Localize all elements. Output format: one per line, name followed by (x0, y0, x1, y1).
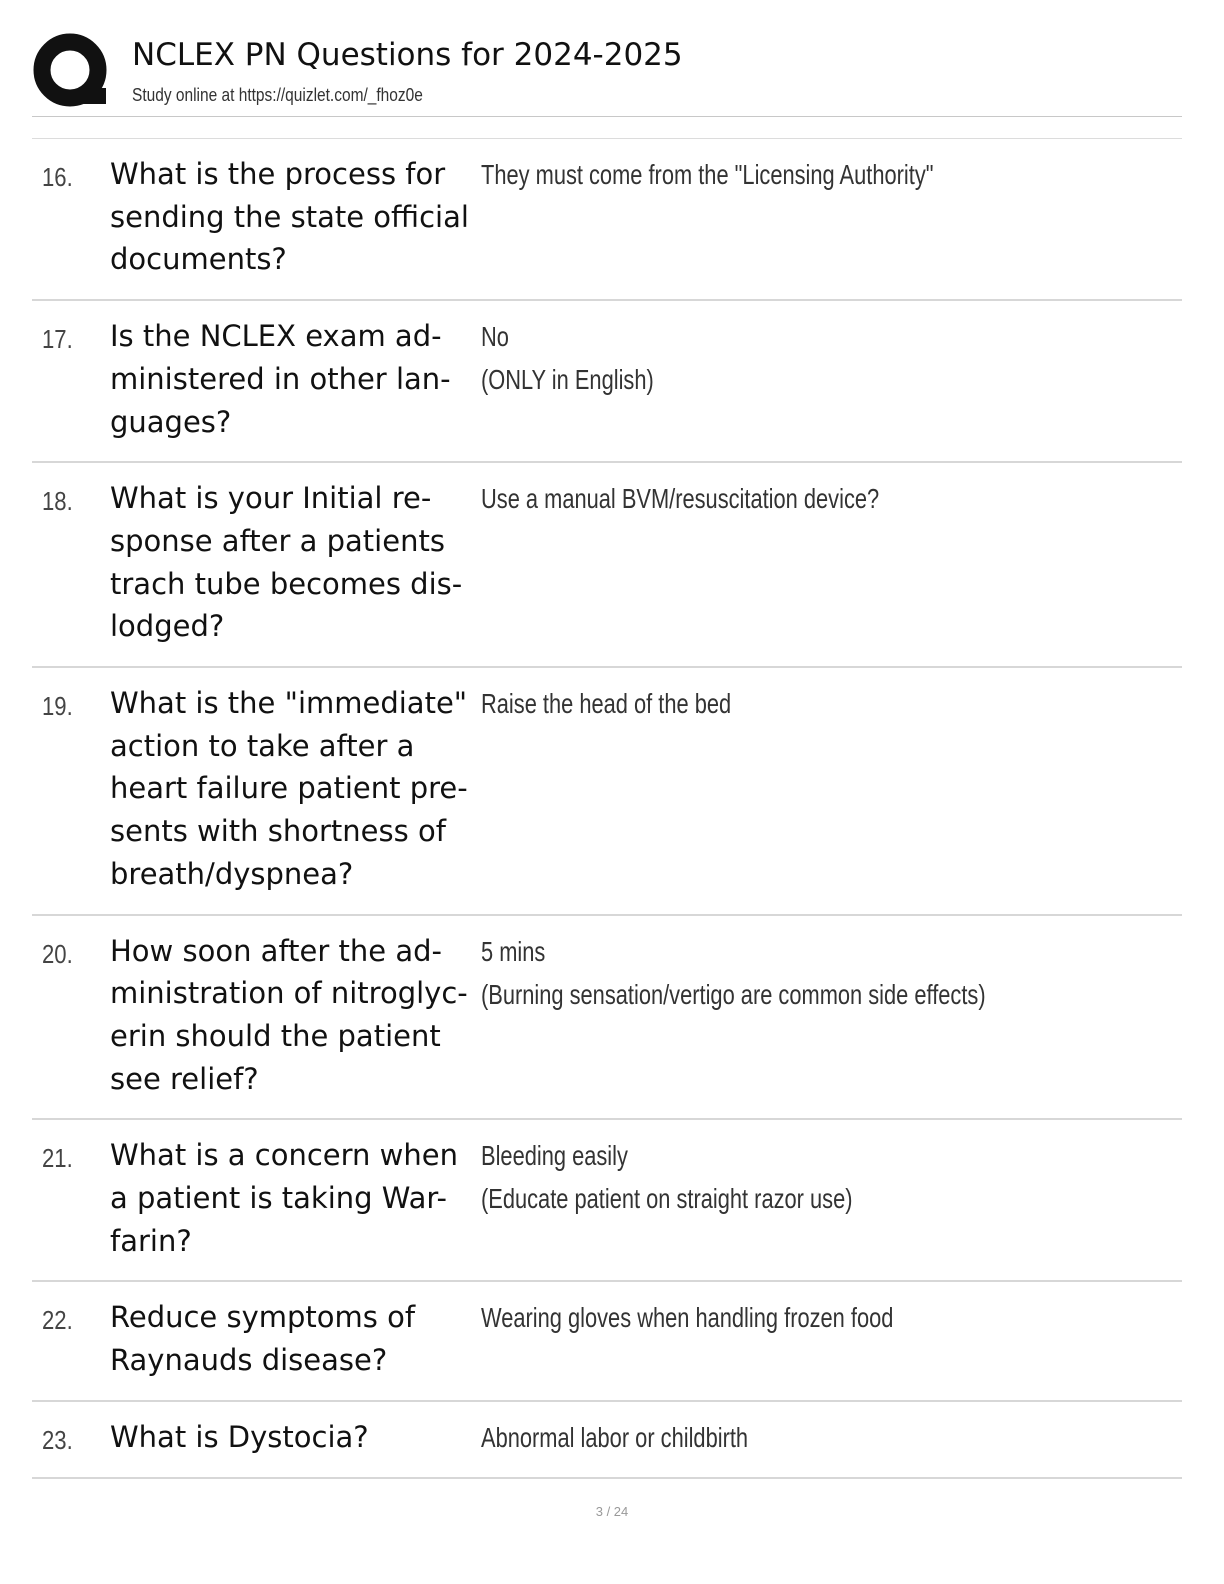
card-question (110, 1416, 478, 1459)
question-line: What is the process for (110, 157, 446, 191)
card-answer (481, 682, 1171, 725)
page-title: NCLEX PN Questions for 2024-2025 (132, 37, 683, 73)
question-line: breath/dyspnea? (110, 856, 354, 891)
answer-line: Wearing gloves when handling frozen food (481, 1302, 894, 1334)
card-question (110, 153, 478, 281)
flashcard-row (32, 1120, 1182, 1282)
question-line: How soon after the ad- (110, 933, 442, 968)
card-question (110, 477, 478, 648)
flashcard-row (32, 1282, 1182, 1401)
card-answer (481, 153, 1171, 196)
question-line: a patient is taking War- (110, 1181, 447, 1216)
card-question (110, 1296, 478, 1381)
card-question (110, 315, 478, 443)
card-number: 16. (42, 162, 73, 192)
flashcard-row (32, 916, 1182, 1121)
card-answer (481, 1296, 1171, 1339)
study-online-link[interactable]: Study online at https://quizlet.com/_fhoz0e (132, 85, 423, 105)
flashcard-list (32, 139, 1182, 1479)
card-number: 17. (42, 324, 73, 355)
answer-line: No (481, 321, 509, 353)
question-line: farin? (110, 1223, 192, 1258)
question-line: heart failure patient pre- (110, 771, 468, 806)
flashcard-row (32, 463, 1182, 668)
answer-line: Raise the head of the bed (481, 688, 732, 720)
question-line: What is a concern when (110, 1138, 458, 1173)
question-line: Is the NCLEX exam ad- (110, 319, 442, 354)
question-line: lodged? (110, 609, 225, 644)
answer-line: 5 mins (481, 935, 546, 967)
flashcard-row (32, 301, 1182, 463)
answer-line: (Burning sensation/vertigo are common side effects) (481, 978, 986, 1010)
answer-line: They must come from the "Licensing Authority" (481, 159, 934, 190)
question-line: see relief? (110, 1061, 259, 1096)
answer-line: (Educate patient on straight razor use) (481, 1183, 853, 1215)
card-question (110, 930, 478, 1101)
card-answer (481, 315, 1171, 401)
card-answer (481, 930, 1171, 1016)
question-line: Raynauds disease? (110, 1343, 388, 1378)
question-line: trach tube becomes dis- (110, 566, 463, 601)
card-answer (481, 1416, 1171, 1459)
page-number: 3 / 24 (595, 1504, 629, 1519)
question-line: sents with shortness of (110, 814, 446, 849)
question-line: action to take after a (110, 728, 415, 763)
question-line: Reduce symptoms of (110, 1300, 416, 1335)
card-answer (481, 477, 1171, 520)
flashcard-row (32, 139, 1182, 301)
answer-line: Bleeding easily (481, 1140, 628, 1172)
quizlet-logo-icon (32, 30, 114, 112)
card-question (110, 682, 478, 896)
card-answer (481, 1134, 1171, 1220)
question-line: ministered in other lan- (110, 361, 451, 396)
answer-line: Abnormal labor or childbirth (481, 1421, 749, 1453)
header-divider (32, 116, 1182, 117)
question-line: What is Dystocia? (110, 1419, 369, 1454)
card-number: 23. (42, 1424, 73, 1455)
question-line: documents? (110, 242, 287, 277)
flashcard-row (32, 1402, 1182, 1479)
answer-line: Use a manual BVM/resuscitation device? (481, 483, 880, 515)
question-line: sponse after a patients (110, 523, 445, 558)
answer-line: (ONLY in English) (481, 364, 654, 396)
question-line: ministration of nitroglyc- (110, 976, 468, 1011)
card-number: 20. (42, 938, 73, 969)
card-number: 19. (42, 691, 73, 722)
card-number: 22. (42, 1305, 73, 1336)
question-line: What is your Initial re- (110, 481, 432, 516)
card-question (110, 1134, 478, 1262)
card-number: 18. (42, 486, 73, 517)
page-header (32, 30, 1182, 114)
flashcard-row (32, 668, 1182, 916)
question-line: erin should the patient (110, 1018, 441, 1053)
question-line: What is the "immediate" (110, 686, 468, 721)
card-number: 21. (42, 1143, 73, 1174)
question-line: sending the state official (110, 199, 469, 234)
question-line: guages? (110, 404, 232, 439)
